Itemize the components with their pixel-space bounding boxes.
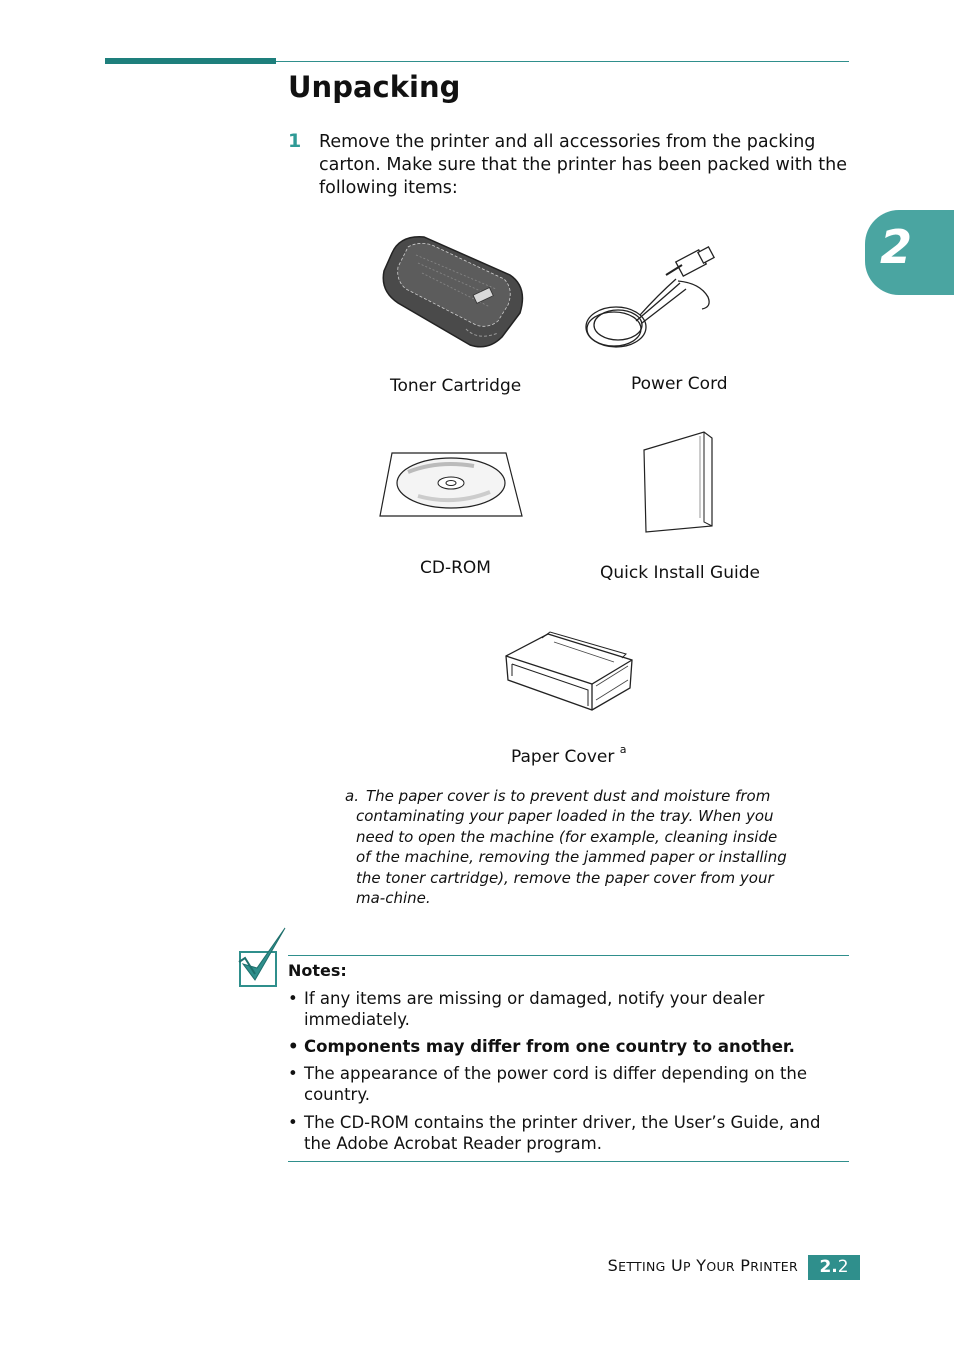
- footnote-text: The paper cover is to prevent dust and moisture from contaminating your paper loaded in the tray. When you need to open the machine (for example, cleaning inside of the machine, removing the jammed paper or installing the toner cartridge), remove the paper cover from your ma-chine.: [356, 787, 787, 908]
- cdrom-label: CD-ROM: [420, 558, 491, 578]
- footer-smallcaps: ETTING: [618, 1259, 666, 1274]
- paper-cover-label: [511, 743, 626, 767]
- header-rule-thick: [105, 58, 276, 64]
- note-bullet: •: [288, 989, 298, 1008]
- note-bullet: •: [288, 1064, 298, 1083]
- footer-cap: S: [607, 1256, 619, 1275]
- note-item: [288, 1113, 848, 1154]
- footer-cap: U: [671, 1256, 684, 1275]
- checkmark-note-icon: [237, 926, 289, 990]
- power-cord-label: Power Cord: [631, 374, 728, 394]
- chapter-number: 2: [880, 220, 913, 274]
- notes-rule-top: [288, 955, 849, 956]
- footer-cap: P: [740, 1256, 751, 1275]
- toner-cartridge-label: Toner Cartridge: [390, 376, 522, 396]
- page-number-badge: [808, 1255, 860, 1280]
- note-text: Components may differ from one country to another.: [304, 1037, 795, 1056]
- note-text: The appearance of the power cord is differ depending on the country.: [304, 1064, 808, 1104]
- footer-smallcaps: P: [683, 1259, 691, 1274]
- step-text: Remove the printer and all accessories from the packing carton. Make sure that the printer has been packed with the following items:: [319, 132, 847, 198]
- toner-cartridge-icon: [378, 233, 526, 351]
- note-item: [288, 989, 848, 1030]
- note-text: If any items are missing or damaged, notify your dealer immediately.: [304, 989, 765, 1029]
- cdrom-icon: [378, 450, 524, 520]
- paper-cover-icon: [502, 630, 636, 714]
- quick-install-guide-label: Quick Install Guide: [600, 563, 760, 583]
- note-bullet: •: [288, 1113, 298, 1132]
- notes-rule-bottom: [288, 1161, 849, 1162]
- footnote-letter: a.: [345, 787, 359, 805]
- page-number: 2: [837, 1257, 849, 1277]
- header-rule-thin: [276, 61, 849, 62]
- page-chapter: 2.: [819, 1257, 838, 1277]
- footer-cap: Y: [696, 1256, 707, 1275]
- footnote: [345, 786, 795, 908]
- page-title: Unpacking: [288, 70, 461, 104]
- note-text: The CD-ROM contains the printer driver, the User’s Guide, and the Adobe Acrobat Reader program.: [304, 1113, 821, 1153]
- quick-install-guide-icon: [642, 428, 716, 534]
- footer-smallcaps: OUR: [706, 1259, 735, 1274]
- note-bullet: •: [288, 1037, 299, 1056]
- power-cord-icon: [582, 243, 720, 353]
- footer-smallcaps: RINTER: [750, 1259, 798, 1274]
- paper-cover-text: Paper Cover: [511, 747, 615, 767]
- step-number: 1: [288, 130, 302, 152]
- note-item: [288, 1037, 848, 1058]
- paper-cover-footnote-marker: a: [619, 743, 627, 756]
- notes-title: Notes:: [288, 961, 347, 980]
- footer-section-title: [560, 1256, 798, 1275]
- note-item: [288, 1064, 848, 1105]
